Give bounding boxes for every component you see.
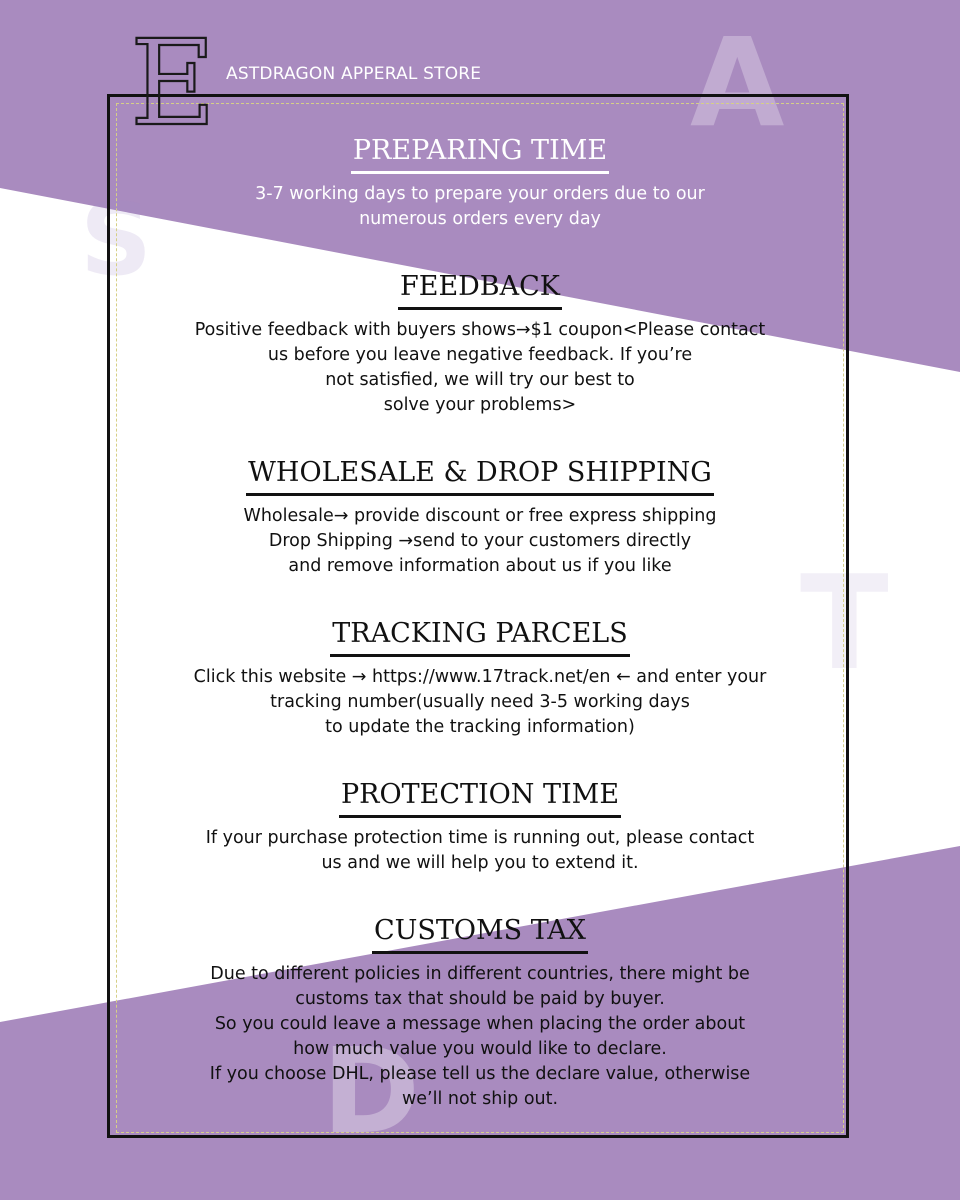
section-heading: PROTECTION TIME: [339, 778, 621, 818]
body-line: Click this website → https://www.17track.net/en ← and enter your: [193, 667, 767, 687]
section-heading: FEEDBACK: [398, 270, 562, 310]
section-body: [120, 826, 840, 876]
section-heading: CUSTOMS TAX: [372, 914, 588, 954]
section-body: [120, 962, 840, 1112]
section-body: [120, 665, 840, 740]
logo-letter: E: [130, 20, 217, 132]
body-line: not satisfied, we will try our best to: [325, 370, 635, 390]
body-line: 3-7 working days to prepare your orders due to our: [255, 184, 705, 204]
body-line: If your purchase protection time is running out, please contact: [205, 828, 755, 848]
body-line: Due to different policies in different countries, there might be: [210, 964, 750, 984]
section-customs-tax: [120, 914, 840, 1112]
body-line: to update the tracking information): [325, 717, 635, 737]
body-line: tracking number(usually need 3-5 working days: [270, 692, 690, 712]
section-heading: TRACKING PARCELS: [330, 617, 629, 657]
section-preparing-time: [120, 134, 840, 232]
body-line: we’ll not ship out.: [401, 1089, 559, 1109]
section-protection-time: [120, 778, 840, 876]
section-wholesale-drop-shipping: [120, 456, 840, 579]
section-heading: PREPARING TIME: [351, 134, 609, 174]
body-line: If you choose DHL, please tell us the declare value, otherwise: [209, 1064, 751, 1084]
watermark-letter-t: T: [800, 547, 889, 699]
body-line: us before you leave negative feedback. If you’re: [267, 345, 693, 365]
store-logo: [126, 20, 226, 132]
store-name: ASTDRAGON APPERAL STORE: [226, 64, 482, 84]
body-line: So you could leave a message when placing the order about: [214, 1014, 746, 1034]
body-line: how much value you would like to declare.: [293, 1039, 667, 1059]
watermark-letter-s: S: [80, 181, 153, 298]
body-line: customs tax that should be paid by buyer.: [295, 989, 665, 1009]
body-line: and remove information about us if you like: [288, 556, 672, 576]
watermark-letter-d: D: [322, 1022, 420, 1160]
body-line: Drop Shipping →send to your customers directly: [268, 531, 692, 551]
section-body: [120, 504, 840, 579]
section-body: [120, 318, 840, 418]
body-line: numerous orders every day: [359, 209, 601, 229]
section-feedback: [120, 270, 840, 418]
body-line: Positive feedback with buyers shows→$1 coupon<Please contact: [194, 320, 766, 340]
section-tracking-parcels: [120, 617, 840, 740]
body-line: us and we will help you to extend it.: [321, 853, 639, 873]
watermark-letter-a: A: [690, 12, 785, 154]
body-line: solve your problems>: [383, 395, 577, 415]
section-heading: WHOLESALE & DROP SHIPPING: [246, 456, 714, 496]
section-body: [120, 182, 840, 232]
body-line: Wholesale→ provide discount or free express shipping: [243, 506, 717, 526]
